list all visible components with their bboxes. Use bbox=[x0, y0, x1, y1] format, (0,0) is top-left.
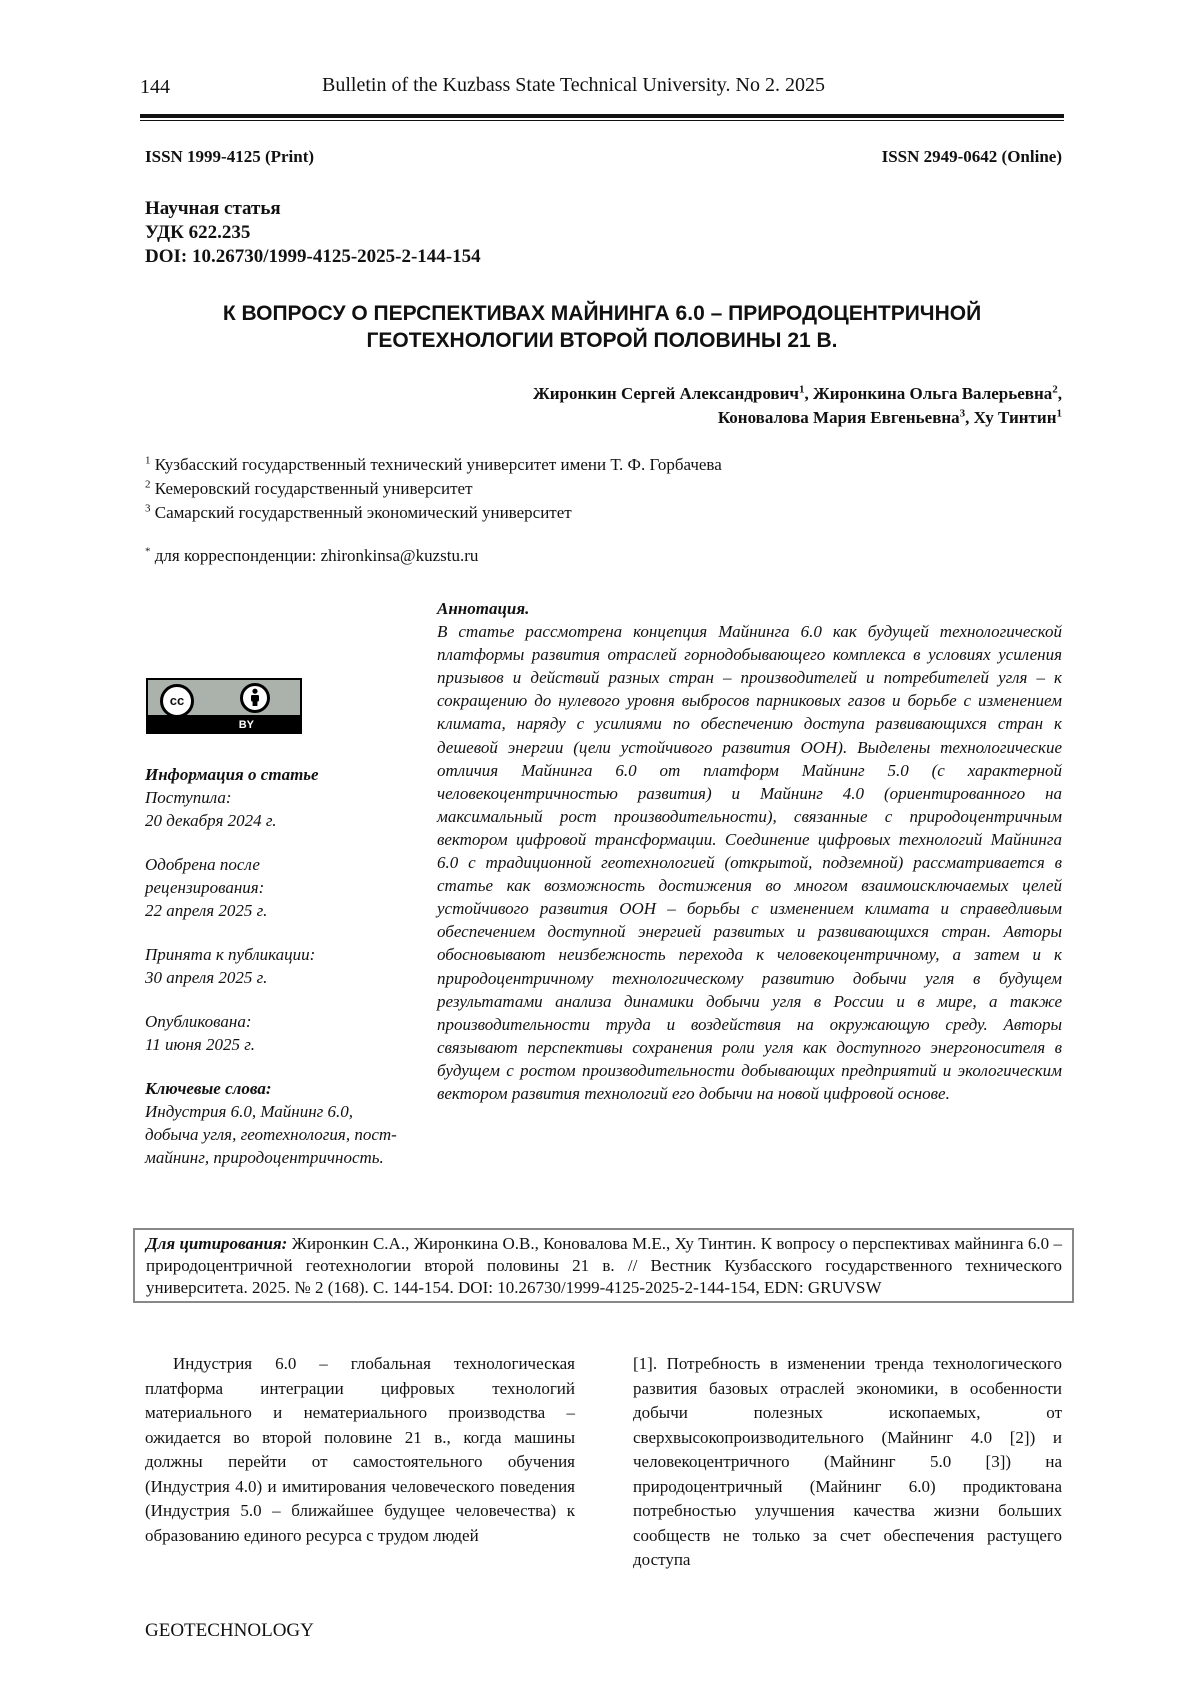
published-date: 11 июня 2025 г. bbox=[145, 1035, 255, 1054]
article-title bbox=[140, 300, 1064, 354]
header-rule bbox=[140, 114, 1064, 118]
correspondence-email[interactable]: для корреспонденции: zhironkinsa@kuzstu.ru bbox=[154, 546, 479, 565]
title-line-1: К ВОПРОСУ О ПЕРСПЕКТИВАХ МАЙНИНГА 6.0 – ПРИРОДОЦЕНТРИЧНОЙ bbox=[222, 302, 982, 325]
citation-text: Жиронкин С.А., Жиронкина О.В., Коновалова М.Е., Ху Тинтин. К вопросу о перспективах майнинга 6.0 – природоцентричной геотехнологии второй половины 21 в. // Вестник Кузбасского государственного технического университета. 2025. № 2 (168). С. 144-154. DOI: 10.26730/1999-4125-2025-2-144-154, EDN: GRUVSW bbox=[146, 1234, 1063, 1297]
license-bar bbox=[148, 715, 300, 732]
doi: DOI: 10.26730/1999-4125-2025-2-144-154 bbox=[145, 246, 481, 267]
issn-online: ISSN 2949-0642 (Online) bbox=[881, 147, 1062, 166]
affiliation-mark: 2 bbox=[1052, 383, 1058, 396]
section-footer: GEOTECHNOLOGY bbox=[145, 1620, 314, 1641]
cc-icon: cc bbox=[160, 684, 194, 718]
published-label: Опубликована: bbox=[145, 1012, 252, 1031]
approved-date: 22 апреля 2025 г. bbox=[145, 901, 268, 920]
header-rule-thin bbox=[140, 120, 1064, 121]
accepted-label: Принята к публикации: bbox=[145, 945, 316, 964]
page-number: 144 bbox=[140, 76, 170, 98]
affiliation-mark: 1 bbox=[1056, 407, 1062, 420]
author-name: Жиронкина Ольга Валерьевна bbox=[813, 384, 1053, 403]
abstract-heading: Аннотация. bbox=[437, 599, 530, 618]
article-info-heading: Информация о статье bbox=[145, 765, 319, 784]
citation-box bbox=[133, 1228, 1074, 1303]
correspondence-mark: * bbox=[145, 545, 151, 558]
title-line-2: ГЕОТЕХНОЛОГИИ ВТОРОЙ ПОЛОВИНЫ 21 В. bbox=[366, 329, 838, 352]
abstract-text: В статье рассмотрена концепция Майнинга 6.0 как будущей технологической платформы развития отраслей горнодобывающего комплекса в условиях усиления призывов и действий разных стран – производителей и потребителей угля – к сокращению до нулевого уровня выбросов парниковых газов и борьбе с изменением климата, наряду с усилиями по обеспечению доступа развивающихся стран к дешевой энергии (цели устойчивого развития ООН). Выделены технологические отличия Майнинга 6.0 от платформ Майнинг 5.0 (с характерной человекоцентричностью развития) и Майнинг 4.0 (ориентированного на максимальный рост производительности), связанные с природоцентричным вектором цифровой трансформации. Соединение цифровых технологий Майнинга 6.0 с традиционной геотехнологией (открытой, подземной) рассматривается в статье как возможность достижения во многом взаимоисключаемых целей устойчивого развития ООН – борьбы с изменением климата и справедливым обеспечением доступной энергией развитых и развивающихся стран. Авторы обосновывают неизбежность перехода к человекоцентричному, а затем и к природоцентричному технологическому развитию добычи угля в будущем результатами анализа динамики добычи угля в России и в мире, а также производительности труда и воздействия на окружающую среду. Авторы связывают перспективы сохранения роли угля как доступного энергоносителя в будущем с ростом производительности добывающих предприятий и экологическим вектором развития технологий его добычи на новой цифровой основе. bbox=[437, 622, 1062, 1103]
abstract bbox=[437, 597, 1062, 1105]
author-list: Жиронкин Сергей Александрович$^1$, Жиронкина Ольга Валерьевна$^2$, Коновалова Мария Евгеньевна$^3$, Ху Тинтин$^1$ bbox=[532, 383, 1062, 427]
article-type: Научная статья bbox=[145, 198, 281, 219]
affiliation-item: $^3$ Самарский государственный экономический университет bbox=[145, 502, 572, 522]
body-column-left: Индустрия 6.0 – глобальная технологическая платформа интеграции цифровых технологий материального и нематериального производства – ожидается во второй половине 21 в., когда машины должны перейти от самостоятельного обучения (Индустрия 4.0) и имитирования человеческого поведения (Индустрия 5.0 – ближайшее будущее человечества) к образованию единого ресурса с трудом людей bbox=[145, 1354, 575, 1545]
article-meta bbox=[145, 197, 481, 269]
affiliation-item: $^2$ Кемеровский государственный университет bbox=[145, 478, 473, 498]
by-label: BY bbox=[238, 719, 254, 731]
affiliation-item: $^1$ Кузбасский государственный технический университет имени Т. Ф. Горбачева bbox=[145, 454, 722, 474]
attribution-person-icon bbox=[240, 683, 270, 713]
issn-print: ISSN 1999-4125 (Print) bbox=[145, 147, 315, 166]
keywords: Индустрия 6.0, Майнинг 6.0, добыча угля, геотехнология, пост-майнинг, природоцентричность. bbox=[145, 1102, 397, 1167]
cc-by-license-badge[interactable] bbox=[146, 678, 302, 734]
approved-label: Одобрена после bbox=[145, 855, 260, 874]
author-name: Жиронкин Сергей Александрович bbox=[532, 384, 799, 403]
affiliation-list bbox=[145, 453, 722, 525]
udc-code: УДК 622.235 bbox=[145, 222, 251, 243]
citation-label: Для цитирования: bbox=[146, 1234, 288, 1253]
author-name: Коновалова Мария Евгеньевна bbox=[717, 408, 960, 427]
body-column-right: [1]. Потребность в изменении тренда технологического развития базовых отраслей экономики, в особенности добычи полезных ископаемых, от сверхвысокопроизводительного (Майнинг 4.0 [2]) и человекоцентричного (Майнинг 5.0 [3]) на природоцентричный (Майнинг 6.0) продиктована потребностью улучшения качества жизни больших сообществ не только за счет обеспечения растущего доступа bbox=[633, 1354, 1062, 1569]
journal-header: Bulletin of the Kuzbass State Technical University. No 2. 2025 bbox=[322, 74, 825, 96]
affiliation-mark: 3 bbox=[959, 407, 966, 420]
received-label: Поступила: bbox=[145, 788, 232, 807]
article-info bbox=[145, 763, 405, 1169]
keywords-heading: Ключевые слова: bbox=[145, 1079, 272, 1098]
person-icon bbox=[247, 688, 263, 708]
correspondence bbox=[145, 546, 478, 566]
accepted-date: 30 апреля 2025 г. bbox=[145, 968, 268, 987]
affiliation-mark: 1 bbox=[799, 383, 805, 396]
approved-label-2: рецензирования: bbox=[145, 878, 265, 897]
received-date: 20 декабря 2024 г. bbox=[145, 811, 277, 830]
author-name: Ху Тинтин bbox=[973, 408, 1057, 427]
